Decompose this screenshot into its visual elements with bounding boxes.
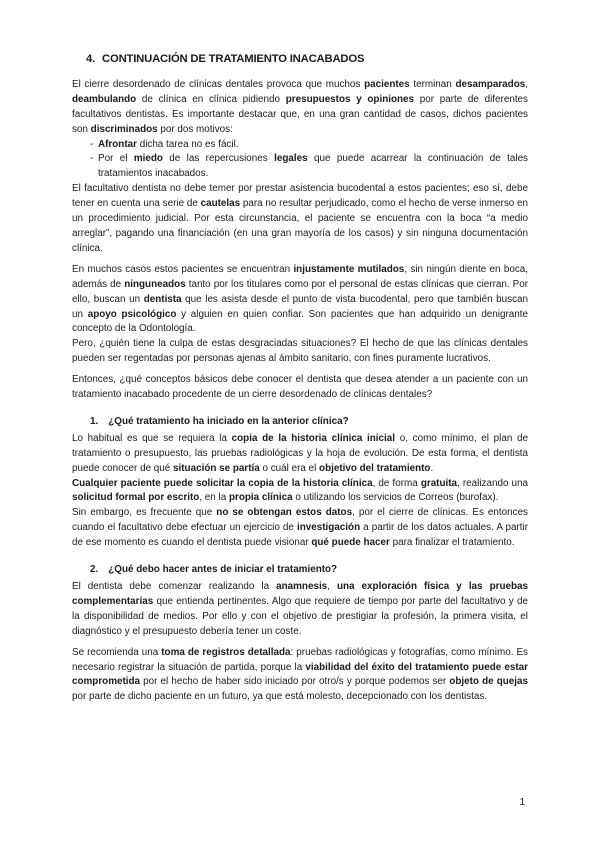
dash-marker: - (90, 153, 94, 165)
text-bold: apoyo psicológico (87, 308, 177, 320)
text-run: . (430, 462, 434, 474)
text-bold: investigación (297, 522, 361, 534)
text-bold: cautelas (200, 198, 241, 210)
text-run: de clínica en clínica pidiendo (136, 93, 286, 105)
subsection-heading-1 (90, 415, 528, 430)
paragraph-history (72, 432, 528, 477)
text-run: que les asista desde el punto de vista bucodental, pero que también buscan un (72, 293, 528, 320)
page-number: 1 (519, 797, 525, 808)
list-item (72, 138, 528, 153)
text-bold: anamnesis (276, 581, 328, 592)
subsection-title: ¿Qué debo hacer antes de iniciar el tratamiento? (108, 564, 338, 576)
text-run: Sin embargo, es frecuente que (72, 507, 217, 519)
text-bold: objeto de quejas (449, 676, 528, 688)
text-bold: situación se partía (173, 462, 260, 474)
text-bold: dentista (143, 293, 182, 305)
text-bold: deambulando (72, 93, 137, 105)
text-run: para no resultar perjudicado, como el hecho de verse inmerso en un procedimiento judicial. Por esta circunstancia, el paciente se encuentra con la boca “a medio arreglar”, pagando una financiación (en una gran mayoría de los casos) y sin ninguna documentación clínica. (72, 198, 528, 254)
text-run: En muchos casos estos pacientes se encuentran (72, 263, 294, 275)
text-run: Lo habitual es que se requiera la (72, 432, 232, 444)
paragraph-request-copy (72, 477, 528, 507)
text-run: a partir de los datos actuales. A partir de ese momento es cuando el dentista puede visionar (72, 522, 528, 549)
text-bold: Afrontar (98, 138, 137, 150)
subsection-heading-2 (90, 563, 528, 578)
section-heading (86, 52, 528, 67)
paragraph-anamnesis (72, 580, 528, 640)
subsection-number: 2. (90, 564, 99, 576)
text-run: , sin ningún diente en boca, además de (72, 263, 528, 290)
section-number: 4. (86, 53, 96, 65)
text-run: , en la (199, 492, 229, 504)
paragraph-records (72, 646, 528, 706)
dash-marker: - (90, 138, 94, 150)
text-bold: una exploración física y las pruebas complementarias (72, 581, 528, 607)
text-run: de las repercusiones (162, 153, 275, 165)
document-page (72, 52, 528, 705)
text-run: terminan (409, 78, 456, 90)
text-bold: viabilidad del éxito del tratamiento puede estar comprometida (72, 661, 529, 688)
paragraph-cautions (72, 182, 528, 257)
reasons-list (72, 138, 528, 183)
text-bold: injustamente mutilados (293, 263, 405, 275)
text-run: : pruebas radiológicas y fotografías, como mínimo. Es necesario registrar la situación de partida, porque la (72, 646, 528, 673)
text-bold: copia de la historia clínica inicial (231, 432, 396, 444)
text-run: El facultativo dentista no debe temer por prestar asistencia bucodental a estos pacientes; eso sí, debe tener en cuenta una serie de (72, 183, 528, 210)
text-run: o cuál era el (259, 462, 320, 474)
text-bold: desamparados (455, 78, 526, 90)
text-run: , de forma (372, 477, 421, 489)
text-run: Se recomienda una (72, 646, 162, 658)
paragraph-blame: Pero, ¿quién tiene la culpa de estas desgraciadas situaciones? El hecho de que las clínicas dentales pueden ser regentadas por personas ajenas al ámbito sanitario, con fines puramente lucrativos. (72, 338, 528, 365)
text-run: por parte de diferentes facultativos dentistas. Es importante destacar que, en una gran cantidad de casos, dichos pacientes son (72, 93, 528, 135)
text-run: Por el (98, 153, 134, 165)
text-run: , realizando una (457, 477, 528, 489)
text-run: , (327, 581, 337, 592)
text-bold: miedo (133, 153, 163, 165)
text-bold: solicitud formal por escrito (72, 492, 200, 504)
list-item (72, 152, 528, 182)
text-bold: Cualquier paciente puede solicitar la copia de la historia clínica (72, 477, 373, 489)
text-run: El dentista debe comenzar realizando la (72, 581, 277, 592)
paragraph-investigation (72, 506, 528, 551)
text-run: dicha tarea no es fácil. (136, 138, 239, 150)
text-bold: toma de registros detallada (161, 646, 291, 658)
text-run: por dos motivos: (157, 123, 233, 135)
subsection-number: 1. (90, 415, 99, 427)
text-run: para finalizar el tratamiento. (389, 537, 515, 549)
text-run: o utilizando los servicios de Correos (burofax). (292, 492, 499, 504)
text-bold: qué puede hacer (311, 537, 390, 549)
text-bold: legales (274, 153, 308, 165)
text-bold: no se obtengan estos datos (216, 507, 353, 519)
text-bold: objetivo del tratamiento (319, 462, 431, 474)
text-bold: pacientes (364, 78, 410, 90)
text-run: que puede acarrear la continuación de tales tratamientos inacabados. (98, 153, 528, 180)
paragraph-question: Entonces, ¿qué conceptos básicos debe conocer el dentista que desea atender a un paciente con un tratamiento inacabado procedente de un cierre desordenado de clínicas dentales? (72, 374, 528, 401)
text-run: tanto por los titulares como por el personal de estas clínicas que cierran. Por ello, buscan un (72, 278, 529, 305)
text-run: por parte de dicho paciente en un futuro, ya que está molesto, decepcionado con los dentistas. (72, 691, 488, 703)
paragraph-intro (72, 78, 528, 138)
text-run: que entienda pertinentes. Algo que requiere de tiempo por parte del facultativo y de la disponibilidad de medios. Por ello y con el objetivo de prestigiar la profesión, la primera visita, el diagnóstico y el presupuesto debería tener un coste. (72, 595, 528, 637)
paragraph-mutilated (72, 263, 528, 338)
text-bold: gratuita (420, 477, 458, 489)
text-run: , (525, 78, 528, 90)
text-run: El cierre desordenado de clínicas dentales provoca que muchos (72, 78, 365, 90)
text-bold: propia clínica (228, 492, 293, 504)
text-bold: ninguneados (124, 278, 186, 290)
text-bold: presupuestos y opiniones (285, 93, 415, 105)
subsection-title: ¿Qué tratamiento ha iniciado en la anterior clínica? (108, 415, 349, 427)
text-bold: discriminados (90, 123, 158, 135)
section-title: CONTINUACIÓN DE TRATAMIENTO INACABADOS (102, 53, 365, 65)
text-run: o, como mínimo, el plan de tratamiento o presupuesto, las pruebas radiológicas y la hoja de evolución. De esta forma, el dentista puede conocer de qué (72, 432, 528, 474)
text-run: y alguien en quien confiar. Son pacientes que han adquirido un denigrante concepto de la Odontología. (72, 308, 528, 335)
text-run: por el hecho de haber sido iniciado por otro/s y porque podemos ser (140, 676, 450, 688)
text-run: , por el cierre de clínicas. Es entonces cuando el facultativo debe efectuar un ejercicio de (72, 507, 528, 534)
